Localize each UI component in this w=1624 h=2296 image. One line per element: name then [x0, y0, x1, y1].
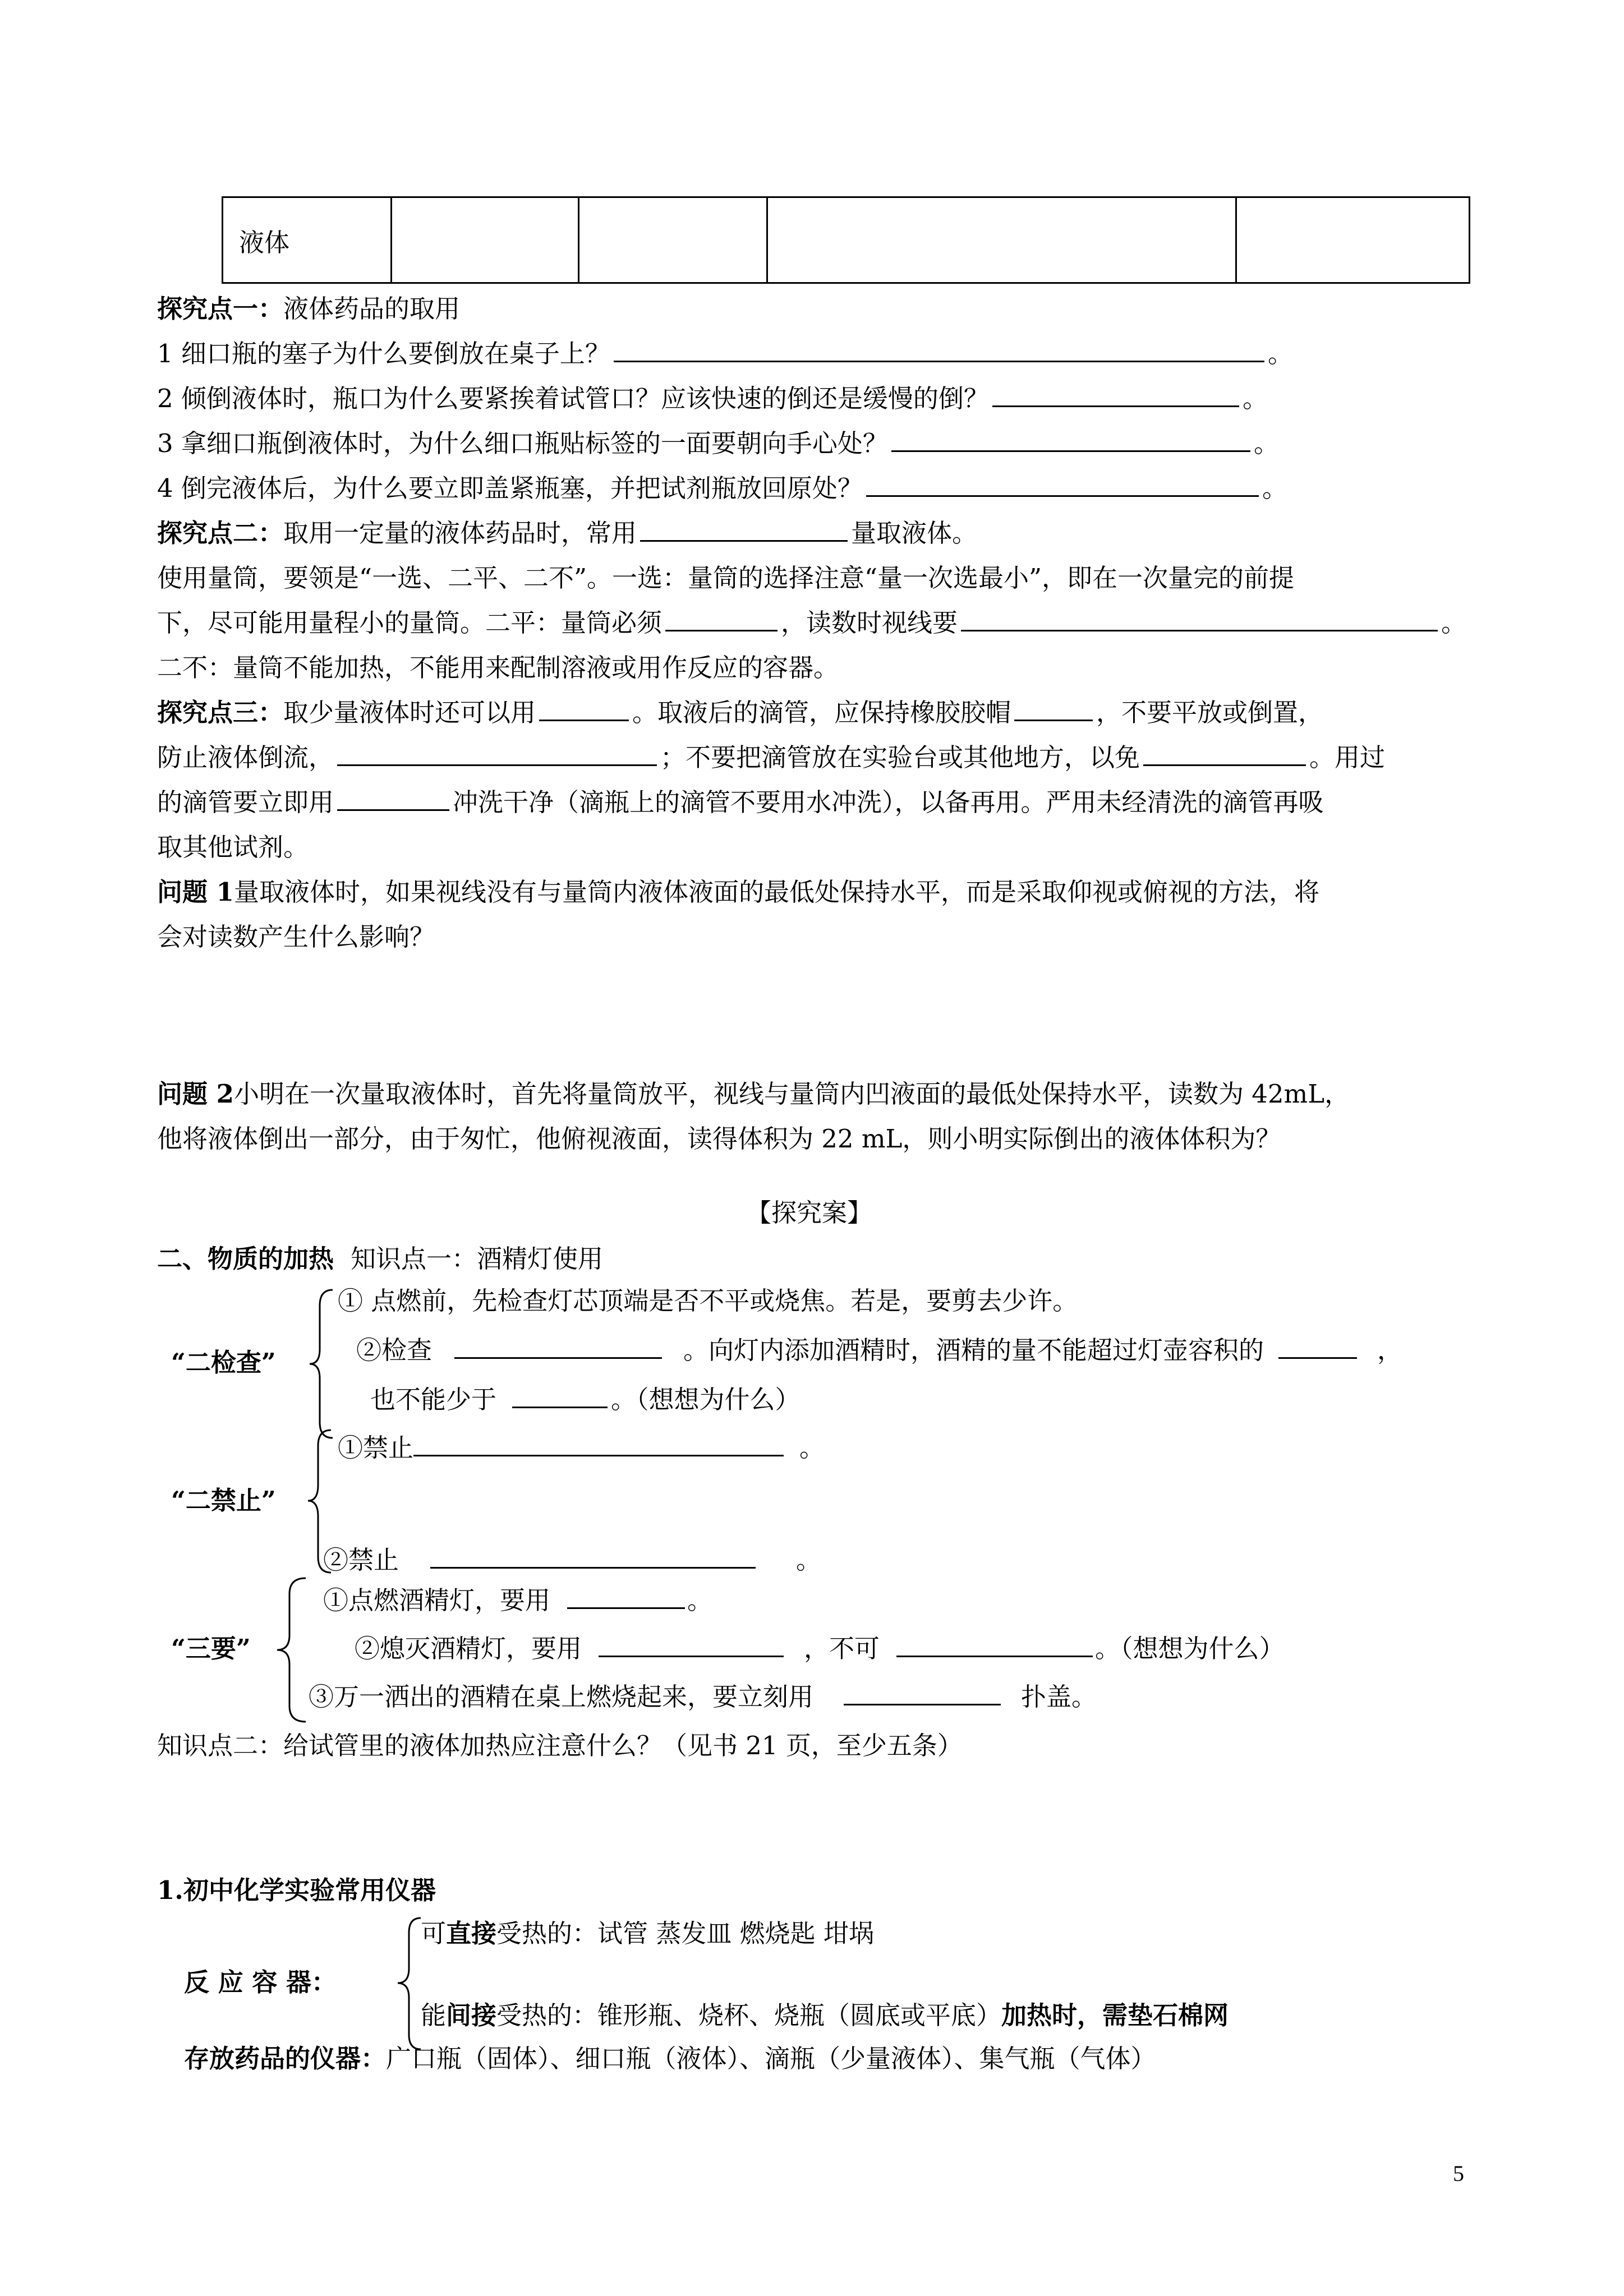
answer-blank[interactable]: [640, 518, 848, 542]
answer-blank[interactable]: [1278, 1335, 1357, 1359]
problem1-line-1: 问题 1量取液体时，如果视线没有与量筒内液体液面的最低处保持水平，而是采取仰视或俯视的方法，将: [157, 877, 1319, 907]
table-cell: [767, 197, 1236, 283]
check-label: “二检查”: [171, 1348, 276, 1377]
answer-blank[interactable]: [614, 338, 1264, 362]
answer-blank[interactable]: [567, 1585, 685, 1609]
section3-line-1: 探究点三：取少量液体时还可以用 。取液后的滴管，应保持橡胶胶帽 ，不要平放或倒置，: [157, 698, 1324, 727]
section1-title: 探究点一：液体药品的取用: [157, 294, 461, 324]
check-item-2: ②检查 。向灯内添加酒精时，酒精的量不能超过灯壶容积的 ，: [356, 1335, 1403, 1365]
answer-blank[interactable]: [844, 1681, 1001, 1705]
section2-line-1: 探究点二：取用一定量的液体药品时，常用 量取液体。: [157, 518, 978, 548]
answer-blank[interactable]: [665, 607, 778, 631]
answer-blank[interactable]: [1143, 742, 1306, 766]
problem1-line-2: 会对读数产生什么影响？: [157, 922, 435, 952]
top-table: [222, 196, 1470, 284]
check-item-3: 也不能少于 。（想想为什么）: [370, 1385, 801, 1414]
answer-blank[interactable]: [961, 607, 1438, 631]
must-item-1: ①点燃酒精灯，要用 。: [323, 1585, 713, 1615]
answer-blank[interactable]: [413, 1432, 784, 1456]
answer-blank[interactable]: [337, 742, 657, 766]
brace-check: [307, 1289, 335, 1439]
section3-line-4: 取其他试剂。: [157, 832, 309, 862]
reaction-direct: 可直接受热的：试管 蒸发皿 燃烧匙 坩埚: [421, 1919, 874, 1948]
section2-line-2: 使用量筒，要领是“一选、二平、二不”。一选：量筒的选择注意“量一次选最小”，即在一次量完的前提: [157, 563, 1295, 593]
table-cell: [392, 197, 579, 283]
answer-blank[interactable]: [866, 473, 1259, 497]
answer-blank[interactable]: [1014, 697, 1093, 721]
answer-blank[interactable]: [896, 1633, 1093, 1657]
answer-blank[interactable]: [454, 1335, 662, 1359]
answer-blank[interactable]: [430, 1545, 756, 1569]
section1-question-1: 1 细口瓶的塞子为什么要倒放在桌子上？ 。: [157, 339, 1293, 368]
answer-blank[interactable]: [337, 787, 449, 811]
must-item-2: ②熄灭酒精灯，要用 ，不可 。（想想为什么）: [355, 1634, 1285, 1663]
problem2-line-2: 他将液体倒出一部分，由于匆忙，他俯视液面，读得体积为 22 mL，则小明实际倒出的液体体积为？: [157, 1124, 1281, 1154]
answer-blank[interactable]: [512, 1384, 608, 1408]
answer-blank[interactable]: [599, 1633, 784, 1657]
must-item-3: ③万一洒出的酒精在桌上燃烧起来，要立刻用 扑盖。: [309, 1682, 1097, 1712]
must-label: “三要”: [171, 1634, 251, 1663]
section1-question-4: 4 倒完液体后，为什么要立即盖紧瓶塞，并把试剂瓶放回原处？ 。: [157, 473, 1287, 503]
section3-line-3: 的滴管要立即用 冲洗干净（滴瓶上的滴管不要用水冲洗），以备再用。严用未经清洗的滴管再吸: [157, 787, 1324, 817]
brace-must: [275, 1577, 309, 1723]
table-row: [223, 197, 1470, 283]
forbid-item-2: ②禁止 。: [323, 1545, 822, 1575]
section1-question-3: 3 拿细口瓶倒液体时，为什么细口瓶贴标签的一面要朝向手心处？ 。: [157, 428, 1279, 458]
heating-point-2: 知识点二：给试管里的液体加热应注意什么？（见书 21 页，至少五条）: [157, 1731, 963, 1760]
storage-line: 存放药品的仪器：广口瓶（固体）、细口瓶（液体）、滴瓶（少量液体）、集气瓶（气体）: [184, 2044, 1156, 2073]
answer-blank[interactable]: [992, 383, 1239, 407]
inquiry-heading: 【探究案】: [746, 1198, 873, 1228]
answer-blank[interactable]: [891, 428, 1250, 452]
forbid-item-1: ①禁止 。: [338, 1433, 825, 1463]
table-cell-label: 液体: [223, 197, 392, 283]
section2-line-3: 下，尽可能用量程小的量筒。二平：量筒必须 ，读数时视线要 。: [157, 608, 1467, 638]
table-cell: [1236, 197, 1470, 283]
section2-line-4: 二不：量筒不能加热，不能用来配制溶液或用作反应的容器。: [157, 653, 839, 683]
problem2-line-1: 问题 2小明在一次量取液体时，首先将量筒放平，视线与量筒内凹液面的最低处保持水平，读数为 42mL，: [157, 1079, 1350, 1109]
table-cell: [579, 197, 767, 283]
heating-title: 二、物质的加热 知识点一：酒精灯使用: [157, 1244, 604, 1274]
section3-line-2: 防止液体倒流， ；不要把滴管放在实验台或其他地方，以免 。用过: [157, 743, 1386, 772]
reaction-indirect: 能间接受热的：锥形瓶、烧杯、烧瓶（圆底或平底）加热时，需垫石棉网: [421, 2000, 1229, 2030]
page-number: 5: [1453, 2161, 1464, 2186]
section1-question-2: 2 倾倒液体时，瓶口为什么要紧挨着试管口？应该快速的倒还是缓慢的倒？ 。: [157, 384, 1268, 413]
answer-blank[interactable]: [539, 697, 629, 721]
forbid-label: “二禁止”: [171, 1486, 276, 1515]
check-item-1: ① 点燃前，先检查灯芯顶端是否不平或烧焦。若是，要剪去少许。: [338, 1286, 1078, 1316]
brace-reaction: [395, 1917, 424, 2051]
reaction-label: 反 应 容 器：: [184, 1967, 337, 1997]
instruments-title: 1.初中化学实验常用仪器: [157, 1875, 436, 1905]
